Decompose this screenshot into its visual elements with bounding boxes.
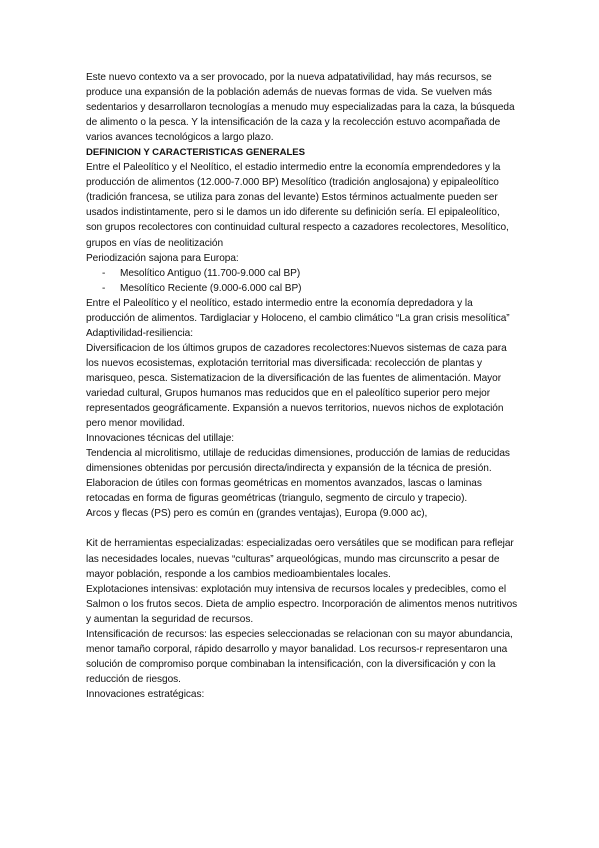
adaptivity-title: Adaptivilidad-resiliencia: [86,327,193,339]
intensification-paragraph: Intensificación de recursos: las especies seleccionadas se relacionan con su mayor abundancia, menor tamaño corporal, rápido desarrollo y mayor banalidad. Los recursos-r representaron una solución de compromiso porque combinaban la intensificación, con la diversificación y con la reducción de riesgos. [86,628,513,685]
blank-line [86,521,518,536]
tools-title: Innovaciones técnicas del utillaje: [86,433,235,445]
strategic-title: Innovaciones estratégicas: [86,688,205,700]
section-heading: DEFINICION Y CARACTERISTICAS GENERALES [86,147,305,159]
geometric-paragraph: Elaboracion de útiles con formas geométricas en momentos avanzados, lascas o laminas retocadas en forma de figuras geométricas (triangulo, segmento de circulo y trapecio). [86,478,482,505]
periodization-list [86,266,518,296]
list-dash: - [102,267,106,279]
list-item [86,281,518,296]
intro-paragraph: Este nuevo contexto va a ser provocado, por la nueva adpatativilidad, hay más recursos, se produce una expansión de la población además de nuevas formas de vida. Se vuelven más sedentarios y desarrollaron tecnologías a menudo muy especializadas para la caza, la búsqueda de alimento o la pesca. Y la intensificación de la caza y la recolección estuvo acompañada de varios avances tecnológicos a largo plazo. [86,72,515,144]
periodization-title: Periodización sajona para Europa: [86,252,239,264]
microlithism-paragraph: Tendencia al microlitismo, utillaje de reducidas dimensiones, producción de lamias de reducidas dimensiones obtenidas por percusión directa/indirecta y expansión de la técnica de presión. [86,448,510,475]
bows-paragraph: Arcos y flecas (PS) pero es común en (grandes ventajas), Europa (9.000 ac), [86,508,428,520]
between-paragraph: Entre el Paleolítico y el neolítico, estado intermedio entre la economía depredadora y la producción de alimentos. Tardiglaciar y Holoceno, el cambio climático “La gran crisis mesolítica” [86,297,510,324]
list-item [86,266,518,281]
toolkit-paragraph: Kit de herramientas especializadas: especializadas oero versátiles que se modifican para reflejar las necesidades locales, nuevas “culturas” arqueológicas, mundo mas circunscrito a pesar de mayor población, responde a los cambios medioambientales locales. [86,538,514,580]
definition-paragraph: Entre el Paleolítico y el Neolítico, el estadio intermedio entre la economía emprendedores y la producción de alimentos (12.000-7.000 BP) Mesolítico (tradición anglosajona) y epipaleolítico (tradición francesa, se utiliza para zonas del levante) Estos términos actualmente pueden ser usados indistintamente, pero si le damos un ido diferente su definición sería. El epipaleolítico, son grupos recolectores con continuidad cultural respecto a cazadores recolectores, Mesolítico, grupos en vías de neolitización [86,162,509,249]
list-item-text: Mesolítico Reciente (9.000-6.000 cal BP) [120,282,302,294]
intensive-paragraph: Explotaciones intensivas: explotación muy intensiva de recursos locales y predecibles, como el Salmon o los frutos secos. Dieta de amplio espectro. Incorporación de alimentos menos nutritivos y aumentan la seguridad de recursos. [86,583,518,625]
document-body [86,70,518,702]
list-dash: - [102,282,106,294]
list-item-text: Mesolítico Antiguo (11.700-9.000 cal BP) [120,267,301,279]
diversification-paragraph: Diversificacion de los últimos grupos de cazadores recolectores:Nuevos sistemas de caza para los nuevos ecosistemas, explotación territorial mas diversificada: recolección de plantas y marisqueo, pesca. Sistematizacion de la diversificación de las fuentes de alimentación. Mayor variedad cultural, Grupos humanos mas reducidos que en el paleolítico superior pero mejor representados geográficamente. Expansión a nuevos territorios, nuevos nichos de explotación pero menor movilidad. [86,342,507,430]
